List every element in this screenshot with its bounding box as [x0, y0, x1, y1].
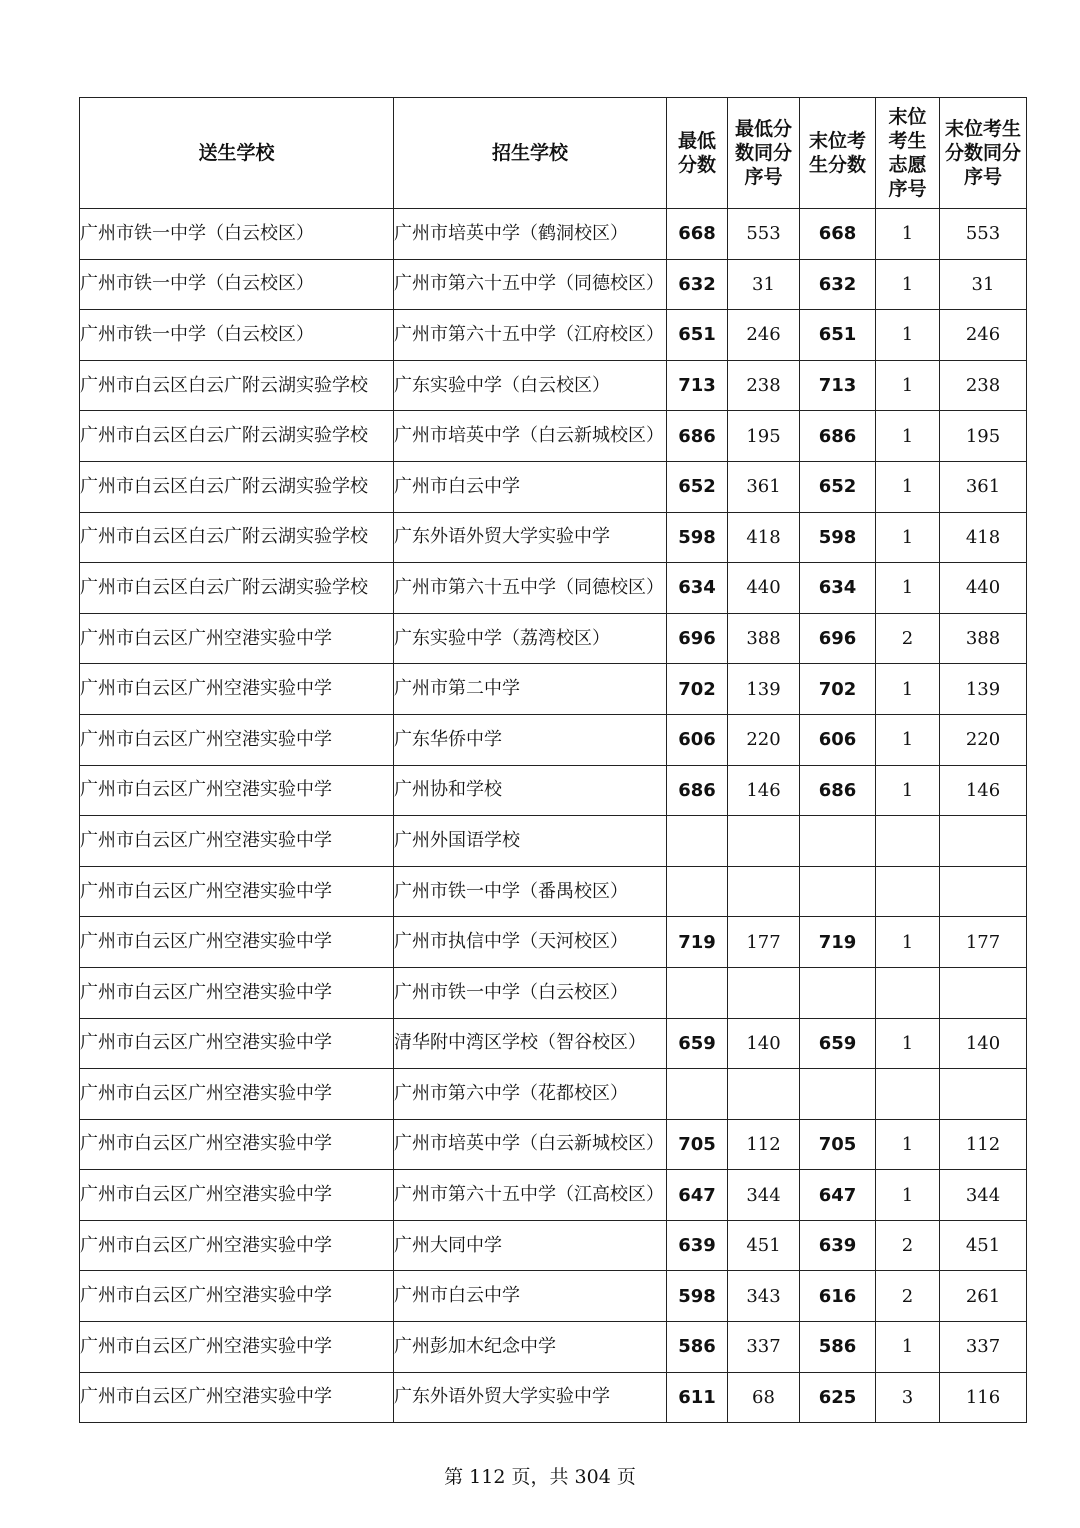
cell-admitting-school: 广州市第二中学 [394, 664, 667, 715]
table-row [80, 967, 1027, 1018]
cell-sending-school: 广州市白云区广州空港实验中学 [80, 1372, 394, 1423]
cell-min-score-rank: 388 [728, 613, 800, 664]
cell-admitting-school: 广州市铁一中学（番禺校区） [394, 866, 667, 917]
header-last-student-score: 末位考生分数 [800, 98, 876, 209]
cell-admitting-school: 广州市白云中学 [394, 461, 667, 512]
cell-sending-school: 广州市白云区广州空港实验中学 [80, 1119, 394, 1170]
cell-min-score: 611 [667, 1372, 728, 1423]
table-row [80, 411, 1027, 462]
cell-min-score: 668 [667, 209, 728, 260]
table-row [80, 310, 1027, 361]
table-row [80, 816, 1027, 867]
cell-min-score: 719 [667, 917, 728, 968]
cell-last-student-choice: 1 [876, 310, 940, 361]
cell-admitting-school: 广州市铁一中学（白云校区） [394, 967, 667, 1018]
table-row [80, 259, 1027, 310]
cell-last-student-score: 598 [800, 512, 876, 563]
cell-last-student-choice [876, 1069, 940, 1120]
cell-sending-school: 广州市白云区广州空港实验中学 [80, 816, 394, 867]
cell-last-student-score [800, 1069, 876, 1120]
cell-last-student-rank: 361 [940, 461, 1027, 512]
cell-last-student-rank [940, 967, 1027, 1018]
cell-last-student-choice: 1 [876, 512, 940, 563]
cell-min-score: 651 [667, 310, 728, 361]
table-row [80, 1271, 1027, 1322]
cell-min-score-rank: 220 [728, 714, 800, 765]
cell-sending-school: 广州市白云区广州空港实验中学 [80, 917, 394, 968]
cell-last-student-rank: 112 [940, 1119, 1027, 1170]
cell-last-student-score: 702 [800, 664, 876, 715]
cell-min-score [667, 1069, 728, 1120]
cell-min-score-rank [728, 1069, 800, 1120]
cell-last-student-score: 659 [800, 1018, 876, 1069]
cell-admitting-school: 广州市第六十五中学（江高校区） [394, 1170, 667, 1221]
cell-last-student-choice [876, 967, 940, 1018]
cell-admitting-school: 广州市第六中学（花都校区） [394, 1069, 667, 1120]
cell-min-score: 713 [667, 360, 728, 411]
cell-min-score: 652 [667, 461, 728, 512]
table-row [80, 461, 1027, 512]
cell-sending-school: 广州市白云区广州空港实验中学 [80, 664, 394, 715]
table-row [80, 917, 1027, 968]
header-min-score-rank: 最低分数同分序号 [728, 98, 800, 209]
table-row [80, 866, 1027, 917]
cell-min-score-rank: 344 [728, 1170, 800, 1221]
cell-min-score: 586 [667, 1322, 728, 1373]
cell-min-score-rank: 418 [728, 512, 800, 563]
cell-last-student-choice: 1 [876, 209, 940, 260]
cell-last-student-rank: 418 [940, 512, 1027, 563]
cell-admitting-school: 广东实验中学（荔湾校区） [394, 613, 667, 664]
cell-min-score-rank: 451 [728, 1220, 800, 1271]
cell-last-student-rank: 344 [940, 1170, 1027, 1221]
cell-min-score-rank [728, 866, 800, 917]
cell-min-score-rank: 553 [728, 209, 800, 260]
cell-min-score-rank: 238 [728, 360, 800, 411]
cell-min-score-rank [728, 967, 800, 1018]
cell-min-score: 686 [667, 411, 728, 462]
cell-min-score-rank: 195 [728, 411, 800, 462]
cell-last-student-score: 651 [800, 310, 876, 361]
admissions-table [79, 97, 1027, 1423]
cell-min-score-rank: 146 [728, 765, 800, 816]
header-min-score: 最低分数 [667, 98, 728, 209]
cell-last-student-rank: 177 [940, 917, 1027, 968]
cell-min-score-rank: 139 [728, 664, 800, 715]
cell-sending-school: 广州市白云区广州空港实验中学 [80, 613, 394, 664]
cell-last-student-score: 647 [800, 1170, 876, 1221]
cell-min-score: 598 [667, 1271, 728, 1322]
table-row [80, 1220, 1027, 1271]
header-last-student-choice: 末位考生志愿序号 [876, 98, 940, 209]
cell-sending-school: 广州市白云区白云广附云湖实验学校 [80, 563, 394, 614]
header-admitting-school: 招生学校 [394, 98, 667, 209]
cell-last-student-choice: 1 [876, 563, 940, 614]
cell-last-student-score: 606 [800, 714, 876, 765]
cell-admitting-school: 广州协和学校 [394, 765, 667, 816]
cell-sending-school: 广州市白云区广州空港实验中学 [80, 1271, 394, 1322]
cell-last-student-score: 686 [800, 765, 876, 816]
cell-min-score-rank: 31 [728, 259, 800, 310]
cell-min-score-rank: 140 [728, 1018, 800, 1069]
cell-min-score: 634 [667, 563, 728, 614]
cell-admitting-school: 广州大同中学 [394, 1220, 667, 1271]
cell-last-student-rank: 261 [940, 1271, 1027, 1322]
cell-last-student-choice: 1 [876, 1018, 940, 1069]
cell-min-score: 705 [667, 1119, 728, 1170]
cell-admitting-school: 广州市白云中学 [394, 1271, 667, 1322]
table-row [80, 209, 1027, 260]
cell-admitting-school: 广州市第六十五中学（江府校区） [394, 310, 667, 361]
cell-last-student-score: 668 [800, 209, 876, 260]
table-row [80, 1018, 1027, 1069]
cell-last-student-choice [876, 816, 940, 867]
cell-min-score: 598 [667, 512, 728, 563]
cell-last-student-choice: 1 [876, 259, 940, 310]
cell-admitting-school: 广州市培英中学（鹤洞校区） [394, 209, 667, 260]
cell-min-score-rank [728, 816, 800, 867]
cell-admitting-school: 广东华侨中学 [394, 714, 667, 765]
cell-admitting-school: 广东实验中学（白云校区） [394, 360, 667, 411]
cell-sending-school: 广州市白云区广州空港实验中学 [80, 967, 394, 1018]
table-row [80, 1069, 1027, 1120]
cell-last-student-score: 713 [800, 360, 876, 411]
cell-last-student-score [800, 866, 876, 917]
cell-sending-school: 广州市白云区白云广附云湖实验学校 [80, 411, 394, 462]
cell-sending-school: 广州市铁一中学（白云校区） [80, 310, 394, 361]
cell-admitting-school: 广州彭加木纪念中学 [394, 1322, 667, 1373]
cell-min-score-rank: 68 [728, 1372, 800, 1423]
cell-sending-school: 广州市白云区广州空港实验中学 [80, 714, 394, 765]
cell-min-score-rank: 343 [728, 1271, 800, 1322]
cell-last-student-score: 696 [800, 613, 876, 664]
cell-last-student-rank: 146 [940, 765, 1027, 816]
cell-last-student-rank: 220 [940, 714, 1027, 765]
cell-last-student-rank: 195 [940, 411, 1027, 462]
cell-sending-school: 广州市白云区广州空港实验中学 [80, 1069, 394, 1120]
cell-last-student-rank: 440 [940, 563, 1027, 614]
header-sending-school: 送生学校 [80, 98, 394, 209]
cell-last-student-rank: 246 [940, 310, 1027, 361]
cell-sending-school: 广州市铁一中学（白云校区） [80, 209, 394, 260]
header-row [80, 98, 1027, 209]
cell-min-score: 632 [667, 259, 728, 310]
cell-last-student-score: 719 [800, 917, 876, 968]
cell-last-student-rank: 553 [940, 209, 1027, 260]
table-row [80, 613, 1027, 664]
cell-last-student-rank: 140 [940, 1018, 1027, 1069]
cell-last-student-choice: 1 [876, 461, 940, 512]
cell-last-student-choice: 1 [876, 714, 940, 765]
cell-min-score [667, 816, 728, 867]
cell-min-score [667, 866, 728, 917]
table-row [80, 1119, 1027, 1170]
cell-admitting-school: 广州外国语学校 [394, 816, 667, 867]
cell-last-student-choice [876, 866, 940, 917]
cell-sending-school: 广州市白云区广州空港实验中学 [80, 1170, 394, 1221]
cell-admitting-school: 广州市第六十五中学（同德校区） [394, 259, 667, 310]
cell-last-student-choice: 2 [876, 1271, 940, 1322]
cell-last-student-score: 616 [800, 1271, 876, 1322]
cell-last-student-choice: 3 [876, 1372, 940, 1423]
cell-last-student-choice: 1 [876, 411, 940, 462]
cell-sending-school: 广州市白云区白云广附云湖实验学校 [80, 461, 394, 512]
cell-min-score-rank: 337 [728, 1322, 800, 1373]
table-row [80, 1372, 1027, 1423]
cell-admitting-school: 广东外语外贸大学实验中学 [394, 512, 667, 563]
cell-last-student-rank: 388 [940, 613, 1027, 664]
cell-min-score [667, 967, 728, 1018]
cell-last-student-score: 625 [800, 1372, 876, 1423]
cell-admitting-school: 广州市培英中学（白云新城校区） [394, 411, 667, 462]
cell-sending-school: 广州市白云区广州空港实验中学 [80, 1322, 394, 1373]
cell-last-student-score: 639 [800, 1220, 876, 1271]
cell-last-student-choice: 2 [876, 613, 940, 664]
cell-last-student-choice: 1 [876, 917, 940, 968]
cell-last-student-score: 686 [800, 411, 876, 462]
cell-last-student-score: 652 [800, 461, 876, 512]
cell-sending-school: 广州市白云区广州空港实验中学 [80, 1018, 394, 1069]
cell-sending-school: 广州市白云区白云广附云湖实验学校 [80, 512, 394, 563]
table-row [80, 765, 1027, 816]
cell-min-score: 696 [667, 613, 728, 664]
cell-min-score: 702 [667, 664, 728, 715]
cell-min-score-rank: 361 [728, 461, 800, 512]
cell-last-student-score [800, 816, 876, 867]
cell-admitting-school: 清华附中湾区学校（智谷校区） [394, 1018, 667, 1069]
cell-min-score: 606 [667, 714, 728, 765]
cell-last-student-score: 632 [800, 259, 876, 310]
cell-last-student-rank: 31 [940, 259, 1027, 310]
cell-admitting-school: 广东外语外贸大学实验中学 [394, 1372, 667, 1423]
cell-last-student-rank: 116 [940, 1372, 1027, 1423]
table-row [80, 714, 1027, 765]
cell-min-score: 639 [667, 1220, 728, 1271]
table-row [80, 512, 1027, 563]
table-row [80, 1322, 1027, 1373]
cell-min-score: 647 [667, 1170, 728, 1221]
cell-last-student-rank [940, 866, 1027, 917]
cell-last-student-choice: 1 [876, 1170, 940, 1221]
cell-admitting-school: 广州市执信中学（天河校区） [394, 917, 667, 968]
cell-last-student-score [800, 967, 876, 1018]
cell-min-score-rank: 440 [728, 563, 800, 614]
cell-min-score-rank: 177 [728, 917, 800, 968]
cell-min-score: 686 [667, 765, 728, 816]
cell-last-student-rank: 451 [940, 1220, 1027, 1271]
cell-min-score-rank: 112 [728, 1119, 800, 1170]
cell-last-student-choice: 1 [876, 1322, 940, 1373]
cell-last-student-rank [940, 1069, 1027, 1120]
cell-last-student-choice: 1 [876, 360, 940, 411]
cell-last-student-rank: 139 [940, 664, 1027, 715]
cell-sending-school: 广州市白云区广州空港实验中学 [80, 1220, 394, 1271]
cell-last-student-rank: 337 [940, 1322, 1027, 1373]
table-row [80, 360, 1027, 411]
cell-sending-school: 广州市铁一中学（白云校区） [80, 259, 394, 310]
cell-min-score-rank: 246 [728, 310, 800, 361]
header-last-student-rank: 末位考生分数同分序号 [940, 98, 1027, 209]
cell-last-student-rank [940, 816, 1027, 867]
cell-last-student-choice: 1 [876, 1119, 940, 1170]
cell-min-score: 659 [667, 1018, 728, 1069]
table-row [80, 563, 1027, 614]
cell-admitting-school: 广州市第六十五中学（同德校区） [394, 563, 667, 614]
cell-last-student-rank: 238 [940, 360, 1027, 411]
cell-last-student-score: 634 [800, 563, 876, 614]
page-number-footer: 第 112 页，共 304 页 [444, 1466, 636, 1488]
cell-sending-school: 广州市白云区白云广附云湖实验学校 [80, 360, 394, 411]
cell-last-student-choice: 1 [876, 664, 940, 715]
cell-last-student-score: 586 [800, 1322, 876, 1373]
cell-last-student-choice: 1 [876, 765, 940, 816]
table-row [80, 664, 1027, 715]
cell-last-student-choice: 2 [876, 1220, 940, 1271]
table-row [80, 1170, 1027, 1221]
cell-last-student-score: 705 [800, 1119, 876, 1170]
cell-sending-school: 广州市白云区广州空港实验中学 [80, 765, 394, 816]
cell-sending-school: 广州市白云区广州空港实验中学 [80, 866, 394, 917]
cell-admitting-school: 广州市培英中学（白云新城校区） [394, 1119, 667, 1170]
table-body [80, 209, 1027, 1423]
